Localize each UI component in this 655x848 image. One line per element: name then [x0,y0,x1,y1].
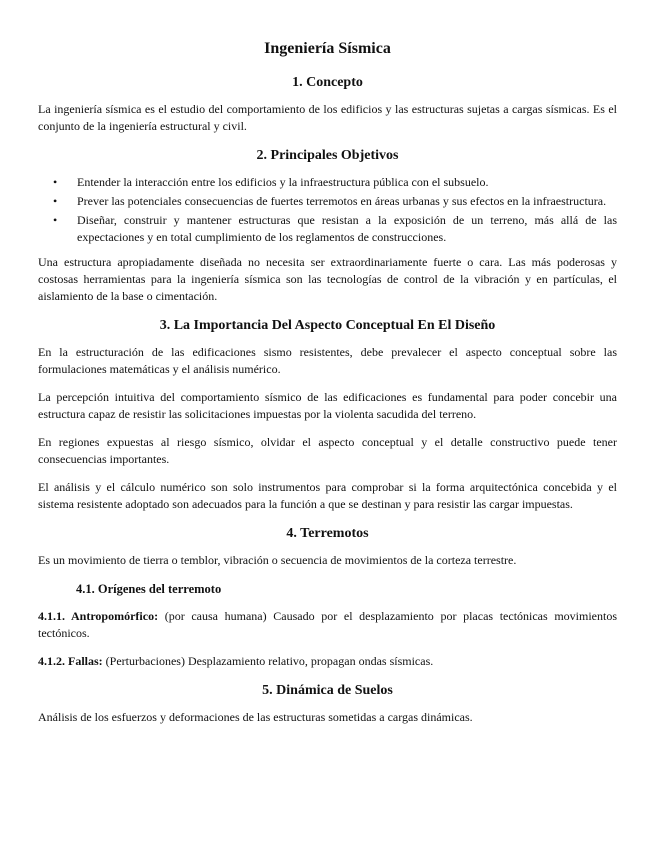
paragraph-concepto: La ingeniería sísmica es el estudio del comportamiento de los edificios y las estructuras sujetas a cargas sísmicas. Es el conjunto de la ingeniería estructural y civil. [38,102,617,133]
paragraph-objetivos: Una estructura apropiadamente diseñada no necesita ser extraordinariamente fuerte o cara. Las más poderosas y costosas herramientas para la ingeniería sísmica son las tecnologías de control de la vibración y en partículas, el aislamiento de la base o cimentación. [38,255,617,303]
paragraph-importancia-3: En regiones expuestas al riesgo sísmico, olvidar el aspecto conceptual y el detalle constructivo puede tener consecuencias importantes. [38,435,617,466]
item-fallas [38,653,617,670]
section-heading-dinamica: 5. Dinámica de Suelos [262,683,393,698]
paragraph-importancia-1: En la estructuración de las edificaciones sismo resistentes, debe prevalecer el aspecto conceptual sobre las formulaciones matemáticas y el análisis numérico. [38,345,617,376]
section-heading-objetivos: 2. Principales Objetivos [256,148,399,163]
paragraph-dinamica: Análisis de los esfuerzos y deformaciones de las estructuras sometidas a cargas dinámicas. [38,710,473,724]
subheading-origenes: 4.1. Orígenes del terremoto [76,582,222,596]
list-item: • Entender la interacción entre los edificios y la infraestructura pública con el subsuelo. [77,174,617,191]
item-antropomorfico [38,608,617,642]
list-item: • Diseñar, construir y mantener estructuras que resistan a la exposición de un terreno, más allá de las expectaciones y en total cumplimiento de los reglamentos de construcciones. [77,212,617,246]
objetivos-list [38,174,617,246]
section-heading-importancia: 3. La Importancia Del Aspecto Conceptual En El Diseño [159,318,496,333]
document-title: Ingeniería Sísmica [264,40,391,57]
paragraph-importancia-4: El análisis y el cálculo numérico son solo instrumentos para comprobar si la forma arquitectónica concebida y el sistema resistente adoptado son adecuados para la función a que se destinan y para resistir las cargar impuestas. [38,480,617,511]
item-text: (Perturbaciones) Desplazamiento relativo, propagan ondas sísmicas. [102,654,434,668]
item-text: (por causa humana) Causado por el desplazamiento por placas tectónicas movimientos tectónicos. [38,609,617,640]
section-heading-terremotos: 4. Terremotos [286,526,369,541]
item-label: 4.1.1. Antropomórfico: [38,609,159,623]
list-item: • Prever las potenciales consecuencias de fuertes terremotos en áreas urbanas y sus efectos en la infraestructura. [77,193,617,210]
section-heading-concepto: 1. Concepto [292,75,363,90]
item-label: 4.1.2. Fallas: [38,654,103,668]
paragraph-importancia-2: La percepción intuitiva del comportamiento sísmico de las edificaciones es fundamental para poder concebir una estructura capaz de resistir las solicitaciones impuestas por la violenta sacudida del terreno. [38,390,617,421]
paragraph-terremotos: Es un movimiento de tierra o temblor, vibración o secuencia de movimientos de la corteza terrestre. [38,553,517,567]
